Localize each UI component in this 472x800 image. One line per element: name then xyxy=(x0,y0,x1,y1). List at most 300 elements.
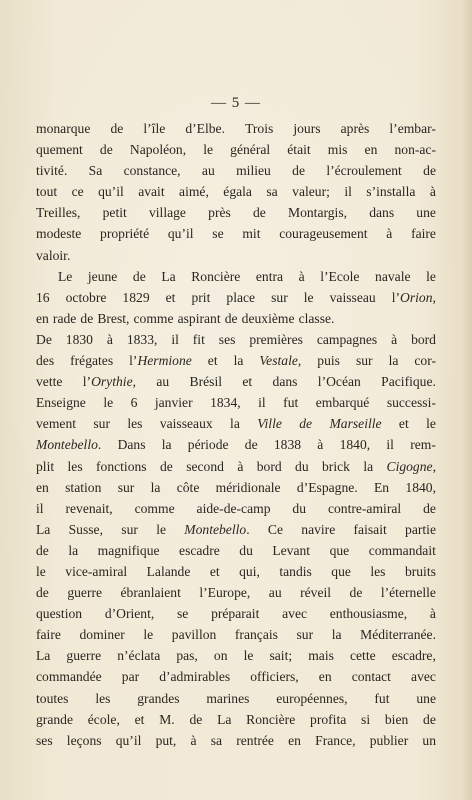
italic-text: Montebello xyxy=(184,521,247,537)
text-word: mis xyxy=(327,142,348,158)
text-line xyxy=(36,603,436,624)
text-word: sa xyxy=(266,184,278,200)
text-word: faisait xyxy=(353,521,387,537)
text-word: le xyxy=(36,563,46,579)
text-word: vaisseaux xyxy=(159,416,213,432)
text-line xyxy=(36,709,436,730)
text-word xyxy=(257,413,282,434)
text-word: Susse, xyxy=(68,521,103,537)
text-word: vaisseau xyxy=(329,289,376,305)
text-word: Le xyxy=(58,268,73,284)
text-word: école, xyxy=(87,711,120,727)
text-word: la xyxy=(363,458,374,474)
italic-text: de xyxy=(299,416,313,432)
text-word: se xyxy=(212,226,224,242)
text-word: place xyxy=(226,289,256,305)
text-word: de xyxy=(349,585,363,601)
text-word: 1834, xyxy=(210,395,241,411)
text-word: La xyxy=(36,648,51,664)
text-word: du xyxy=(239,542,253,558)
text-word: 1840, xyxy=(339,437,371,453)
text-word: côte xyxy=(176,479,200,495)
text-word: l’Hermione xyxy=(129,353,192,369)
text-word: M. xyxy=(159,711,175,727)
text-word: d’admirables xyxy=(159,669,231,685)
text-word: de xyxy=(159,458,173,474)
text-word: Brest, xyxy=(97,310,130,326)
text-word: cette xyxy=(349,648,376,664)
text-word: faire xyxy=(36,627,61,643)
text-word: au xyxy=(156,374,170,390)
text-word: faire xyxy=(411,226,436,242)
text-word: et xyxy=(398,416,409,432)
text-word: Trois xyxy=(245,121,274,136)
text-word: à xyxy=(317,437,324,453)
text-word: à xyxy=(391,331,398,347)
text-word: n’éclata xyxy=(117,648,161,664)
text-word: 1838 xyxy=(273,437,302,453)
text-word: 1830 xyxy=(65,331,93,347)
text-word: put, xyxy=(155,732,177,748)
text-word xyxy=(299,413,312,434)
text-word: prit xyxy=(191,289,211,305)
text-word: classe. xyxy=(298,310,335,326)
text-word: non-ac- xyxy=(394,142,436,158)
text-word: station xyxy=(65,479,102,495)
text-word: vice-amiral xyxy=(65,563,128,579)
text-word: la xyxy=(388,353,399,369)
text-word: frégates xyxy=(70,353,114,369)
text-line xyxy=(36,118,436,139)
text-word: ébranlaient xyxy=(120,585,181,601)
text-word: et xyxy=(165,289,176,305)
text-word: second xyxy=(186,458,224,474)
text-line xyxy=(36,181,436,202)
text-word: quement xyxy=(36,142,83,158)
text-word: à xyxy=(190,732,197,748)
text-word xyxy=(329,413,381,434)
text-word: sur xyxy=(296,627,314,643)
text-word: plit xyxy=(36,458,55,474)
text-word: En xyxy=(373,479,390,495)
text-word: général xyxy=(230,142,271,158)
text-word: les xyxy=(95,690,111,706)
text-word: la xyxy=(230,416,240,432)
text-line xyxy=(36,329,436,350)
text-word: qu’il xyxy=(98,184,124,200)
text-word: méridionale xyxy=(215,479,281,495)
text-word: navale xyxy=(375,268,411,284)
text-word: l’éternelle xyxy=(380,585,436,601)
text-word: Napoléon, xyxy=(129,142,187,158)
text-word: deuxième xyxy=(241,310,295,326)
text-word: européennes, xyxy=(276,690,348,706)
text-word: milieu xyxy=(236,163,271,179)
text-word: propriété xyxy=(100,226,150,242)
text-word: sa xyxy=(210,732,223,748)
text-word: comme xyxy=(134,500,175,516)
text-word: de xyxy=(132,268,146,284)
text-word: revenait, xyxy=(65,500,113,516)
text-word: on xyxy=(213,648,228,664)
text-word: par xyxy=(121,669,140,685)
text-word: de xyxy=(99,142,113,158)
text-line xyxy=(36,223,436,244)
text-word: Brésil xyxy=(189,374,223,390)
text-word: l’Europe, xyxy=(199,585,251,601)
text-word: il xyxy=(36,500,44,516)
text-word: s’installa xyxy=(366,184,416,200)
text-word: Treilles, xyxy=(36,205,81,221)
text-word: dans xyxy=(369,205,395,221)
text-word: La xyxy=(217,711,232,727)
text-word: du xyxy=(295,458,309,474)
text-word: à xyxy=(429,606,436,622)
text-word: entra xyxy=(255,268,284,284)
text-word: des xyxy=(36,353,55,369)
text-word: d’Orient, xyxy=(104,606,155,622)
text-word: rade xyxy=(52,310,77,326)
text-word: il xyxy=(258,395,266,411)
text-line xyxy=(36,413,436,434)
text-word: commandait xyxy=(368,542,436,558)
text-word: et xyxy=(207,353,218,369)
text-word: bien xyxy=(384,711,409,727)
text-line xyxy=(36,498,436,519)
text-word: Pacifique. xyxy=(381,374,436,390)
text-word: le xyxy=(426,416,436,432)
text-word: le xyxy=(156,521,166,537)
text-word: successi- xyxy=(386,395,436,411)
text-line xyxy=(36,266,436,287)
text-word: mit xyxy=(242,226,261,242)
text-word: si xyxy=(361,711,371,727)
text-word: Méditerranée. xyxy=(360,627,436,643)
text-line xyxy=(36,645,436,666)
text-word: janvier xyxy=(154,395,193,411)
text-word: préparait xyxy=(211,606,260,622)
text-word: sur xyxy=(93,416,110,432)
italic-text: Ville xyxy=(257,416,282,432)
text-word: à xyxy=(298,268,305,284)
text-word: en xyxy=(364,142,378,158)
text-word: qui, xyxy=(239,563,260,579)
text-word: octobre xyxy=(65,289,107,305)
text-word: égala xyxy=(223,184,252,200)
text-word: de xyxy=(252,205,266,221)
text-word: d’Espagne. xyxy=(296,479,358,495)
text-word: comme xyxy=(133,310,174,326)
text-word: valeur; xyxy=(292,184,330,200)
text-word: la xyxy=(68,542,79,558)
text-word: tandis xyxy=(279,563,312,579)
text-word: profita xyxy=(310,711,347,727)
text-line xyxy=(36,519,436,540)
text-word: en xyxy=(36,310,49,326)
text-word: leçons xyxy=(66,732,102,748)
body-text xyxy=(36,118,436,751)
text-word: La xyxy=(161,268,176,284)
text-word: qu’il xyxy=(167,226,194,242)
text-word: 6 xyxy=(130,395,138,411)
text-word: question xyxy=(36,606,83,622)
text-word: les xyxy=(370,563,386,579)
text-word: ce xyxy=(71,184,84,200)
text-word: Roncière xyxy=(246,711,296,727)
text-line xyxy=(36,160,436,181)
text-word: vette xyxy=(36,374,63,390)
text-word: de xyxy=(110,121,124,136)
text-word: avec xyxy=(282,606,308,622)
text-line xyxy=(36,350,436,371)
text-word: de xyxy=(244,437,258,453)
text-line xyxy=(36,139,436,160)
text-word: à xyxy=(429,184,436,200)
text-word: l’île xyxy=(143,121,166,136)
text-word: 16 xyxy=(36,289,50,305)
text-word: bruits xyxy=(404,563,436,579)
text-line xyxy=(36,434,436,455)
text-word: ses xyxy=(218,331,236,347)
text-word: et xyxy=(134,711,145,727)
text-word: grande xyxy=(36,711,73,727)
text-word: de xyxy=(423,163,436,179)
italic-text: Orythie xyxy=(91,374,133,390)
text-word: fut xyxy=(374,690,390,706)
text-word: magnifique xyxy=(97,542,160,558)
text-word: sur xyxy=(271,289,288,305)
text-line xyxy=(36,456,436,477)
text-word: à xyxy=(106,331,113,347)
text-word: de xyxy=(36,585,49,601)
text-word: sur xyxy=(121,521,138,537)
text-word: il xyxy=(344,184,352,200)
text-word: sur xyxy=(355,353,373,369)
page-number: — 5 — xyxy=(211,95,261,111)
text-word: l’écroulement xyxy=(326,163,402,179)
italic-text: Hermione xyxy=(137,353,192,369)
text-word: vement xyxy=(36,416,77,432)
text-word: de xyxy=(189,711,203,727)
text-word: dans xyxy=(272,374,298,390)
text-word: la xyxy=(331,627,342,643)
text-word: et xyxy=(242,374,253,390)
text-line xyxy=(36,688,436,709)
text-word: jours xyxy=(293,121,321,136)
text-word: une xyxy=(416,205,436,221)
text-word: bord xyxy=(411,331,436,347)
text-word: valoir. xyxy=(36,247,71,263)
text-word: puis xyxy=(317,353,340,369)
text-word: fut xyxy=(283,395,299,411)
text-word: l’Ecole xyxy=(320,268,360,284)
text-word: au xyxy=(268,585,282,601)
text-line xyxy=(36,287,436,308)
text-word: il xyxy=(171,331,179,347)
text-word: officiers, xyxy=(250,669,299,685)
text-word: une xyxy=(416,690,436,706)
text-word: dominer xyxy=(79,627,125,643)
text-word: français xyxy=(234,627,278,643)
text-word: marines xyxy=(206,690,250,706)
text-word: mais xyxy=(308,648,334,664)
text-word: avec xyxy=(411,669,436,685)
text-word: petit xyxy=(102,205,127,221)
text-word: tivité. xyxy=(36,163,68,179)
text-word: un xyxy=(422,732,436,748)
text-word: bord xyxy=(256,458,282,474)
text-word: ses xyxy=(36,732,53,748)
text-word: 1840, xyxy=(405,479,436,495)
text-word: pas, xyxy=(176,648,198,664)
text-word: jeune xyxy=(87,268,118,284)
text-word: 1829 xyxy=(122,289,150,305)
text-word: à xyxy=(237,458,244,474)
text-word: embarqué xyxy=(315,395,370,411)
text-line xyxy=(36,308,436,329)
text-word: avait xyxy=(138,184,165,200)
text-word: en xyxy=(288,732,301,748)
text-word: réveil xyxy=(300,585,332,601)
text-word: et xyxy=(209,563,220,579)
text-word: Sa xyxy=(88,163,103,179)
italic-text: Marseille xyxy=(329,416,382,432)
text-line xyxy=(36,477,436,498)
text-line xyxy=(36,371,436,392)
text-word: l’Océan xyxy=(317,374,361,390)
text-word: de xyxy=(224,310,238,326)
text-word: se xyxy=(177,606,189,622)
text-word: le xyxy=(426,268,436,284)
text-word: l’Orythie, xyxy=(82,374,137,390)
text-word: que xyxy=(329,542,350,558)
text-word: constance, xyxy=(123,163,181,179)
text-word: aspirant xyxy=(177,310,221,326)
text-word: le xyxy=(103,395,114,411)
text-word: les xyxy=(127,416,143,432)
text-word: Montebello. xyxy=(36,437,102,453)
text-word: qu’il xyxy=(115,732,142,748)
text-word: l’Orion, xyxy=(391,289,436,305)
text-word: monarque xyxy=(36,121,91,136)
italic-text: Vestale xyxy=(259,353,298,369)
text-line xyxy=(36,392,436,413)
text-word: aimé, xyxy=(179,184,209,200)
text-word: modeste xyxy=(36,226,82,242)
text-line xyxy=(36,730,436,751)
text-word: de xyxy=(292,163,306,179)
text-word: après xyxy=(340,121,370,136)
text-word: toutes xyxy=(36,690,69,706)
text-word: Montebello. xyxy=(184,521,250,537)
text-word: rentrée xyxy=(236,732,274,748)
text-word: aide-de-camp xyxy=(196,500,271,516)
text-word: de xyxy=(80,310,94,326)
text-word: village xyxy=(148,205,186,221)
text-word: guerre xyxy=(66,648,102,664)
text-word: Ce xyxy=(267,521,283,537)
text-word: en xyxy=(318,669,332,685)
text-word: le xyxy=(243,648,254,664)
text-word: enthousiasme, xyxy=(329,606,408,622)
text-word: au xyxy=(201,163,215,179)
text-word: pavillon xyxy=(171,627,217,643)
text-word: partie xyxy=(405,521,436,537)
text-word: que xyxy=(331,563,351,579)
text-line xyxy=(36,666,436,687)
text-word: contact xyxy=(351,669,391,685)
text-word: était xyxy=(287,142,311,158)
italic-text: Cigogne xyxy=(386,458,433,474)
text-word: la xyxy=(150,479,161,495)
text-word: Vestale, xyxy=(259,353,302,369)
text-word: fit xyxy=(192,331,205,347)
text-word: les xyxy=(67,458,83,474)
text-word: grandes xyxy=(137,690,180,706)
text-word: Enseigne xyxy=(36,395,86,411)
text-word: tout xyxy=(36,184,58,200)
text-word: d’Elbe. xyxy=(185,121,225,136)
text-word: la xyxy=(233,353,244,369)
text-line xyxy=(36,561,436,582)
text-line xyxy=(36,624,436,645)
text-word: La xyxy=(36,521,51,537)
text-word: escadre, xyxy=(391,648,436,664)
text-word: France, xyxy=(315,732,356,748)
text-word: Roncière xyxy=(191,268,241,284)
text-word: le xyxy=(143,627,154,643)
text-word: rem- xyxy=(410,437,436,453)
text-word: sur xyxy=(117,479,135,495)
text-word: navire xyxy=(301,521,336,537)
text-word: cor- xyxy=(414,353,436,369)
text-word: de xyxy=(423,711,436,727)
text-word: Cigogne, xyxy=(386,458,436,474)
text-word: l’embar- xyxy=(389,121,436,136)
text-word: publier xyxy=(369,732,409,748)
text-word: Lalande xyxy=(146,563,191,579)
text-word: Dans xyxy=(117,437,146,453)
text-word: à xyxy=(386,226,393,242)
text-word: escadre xyxy=(179,542,220,558)
text-line xyxy=(36,540,436,561)
text-line xyxy=(36,582,436,603)
text-line xyxy=(36,245,436,266)
text-word: commandée xyxy=(36,669,102,685)
text-word: le xyxy=(203,142,214,158)
text-word: sait; xyxy=(269,648,293,664)
text-word: campagnes xyxy=(316,331,378,347)
text-word: du xyxy=(292,500,307,516)
text-word: de xyxy=(423,500,436,516)
text-word: 1833, xyxy=(126,331,158,347)
text-word: Montargis, xyxy=(287,205,348,221)
text-word: il xyxy=(386,437,394,453)
text-word: contre-amiral xyxy=(327,500,402,516)
text-word: la xyxy=(161,437,172,453)
text-word: courageusement xyxy=(279,226,368,242)
italic-text: Montebello xyxy=(36,437,98,453)
text-word: De xyxy=(36,331,52,347)
text-word: le xyxy=(303,289,314,305)
italic-text: Orion xyxy=(400,289,433,305)
text-word: de xyxy=(36,542,49,558)
text-line xyxy=(36,202,436,223)
text-word: guerre xyxy=(67,585,103,601)
text-word: fonctions xyxy=(96,458,147,474)
text-word: premières xyxy=(249,331,303,347)
text-word: brick xyxy=(322,458,350,474)
